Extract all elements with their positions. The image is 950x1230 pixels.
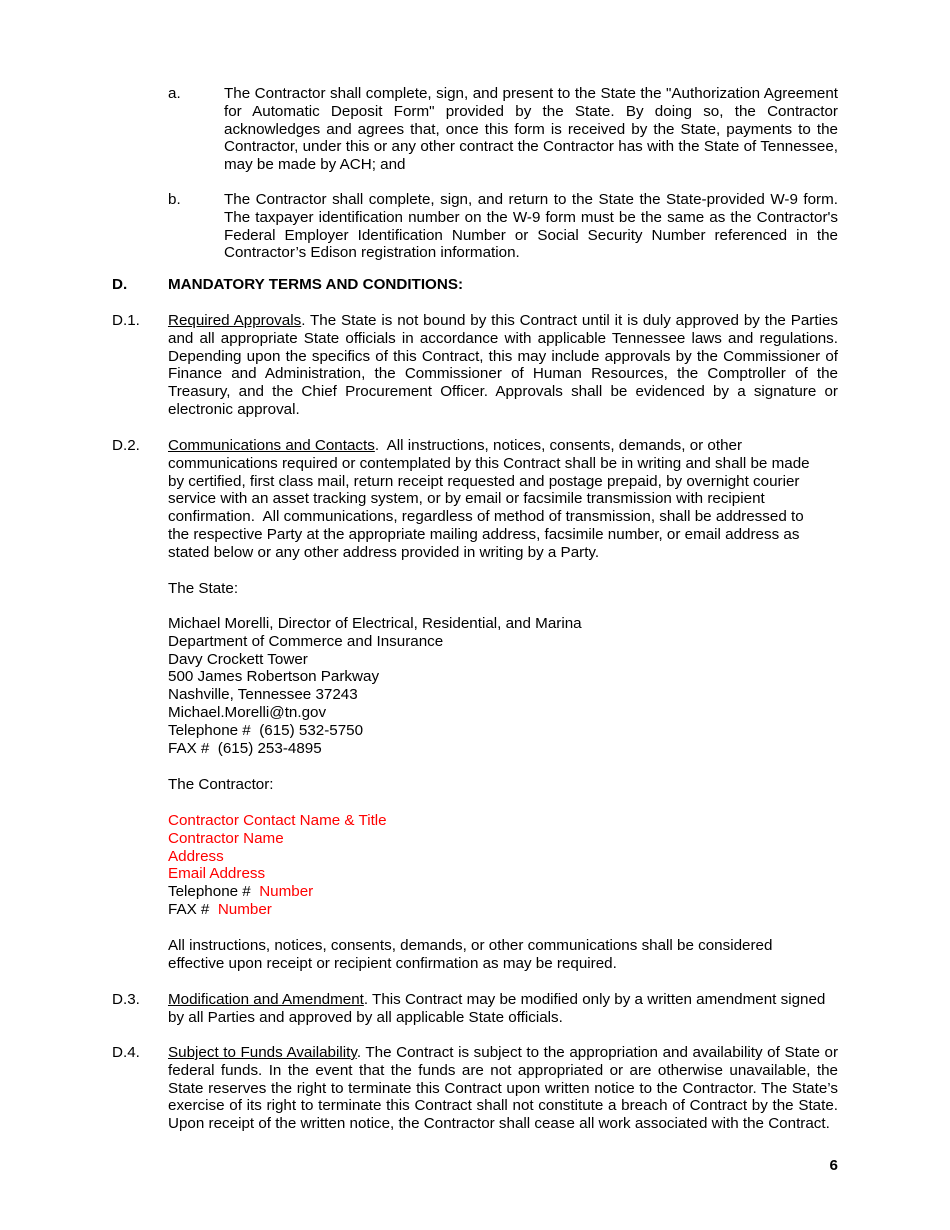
d2-closing-line: effective upon receipt or recipient confirmation as may be required. bbox=[168, 954, 617, 972]
contractor-fax-placeholder: Number bbox=[217, 900, 272, 918]
item-b-marker: b. bbox=[168, 191, 181, 208]
contractor-contact-block bbox=[168, 812, 768, 919]
d2-line: stated below or any other address provided in writing by a Party. bbox=[168, 543, 600, 561]
d2-paragraph bbox=[168, 437, 848, 562]
state-contact-telephone: Telephone # (615) 532-5750 bbox=[168, 721, 364, 739]
contractor-fax-row bbox=[168, 901, 768, 919]
state-contact-department: Department of Commerce and Insurance bbox=[168, 632, 444, 650]
contractor-name-placeholder: Contractor Name bbox=[168, 829, 284, 847]
d2-heading: Communications and Contacts bbox=[168, 437, 375, 454]
d4-marker: D.4. bbox=[112, 1044, 140, 1061]
state-contact-street: 500 James Robertson Parkway bbox=[168, 668, 380, 686]
section-d-marker: D. bbox=[112, 276, 128, 293]
section-d-title: MANDATORY TERMS AND CONDITIONS: bbox=[168, 276, 464, 293]
d2-marker: D.2. bbox=[112, 437, 140, 454]
state-contact-fax: FAX # (615) 253-4895 bbox=[168, 739, 322, 757]
state-label: The State: bbox=[168, 580, 239, 597]
d3-marker: D.3. bbox=[112, 991, 140, 1008]
d2-line: service with an asset tracking system, or by email or facsimile transmission with recipient bbox=[168, 490, 765, 508]
d1-paragraph bbox=[168, 312, 838, 419]
state-contact-email: Michael.Morelli@tn.gov bbox=[168, 703, 327, 721]
d4-text: . The Contract is subject to the appropriation and availability of State or federal funds. In the event that the funds are not appropriated or are otherwise unavailable, the State reserves the right to terminate this Contract upon written notice to the Contractor. The State’s exercise of its right to terminate this Contract shall not constitute a breach of Contract by the State. Upon receipt of the written notice, the Contractor shall cease all work associated with the Contract. bbox=[168, 1044, 838, 1133]
item-a-text: The Contractor shall complete, sign, and present to the State the "Authorization Agreement for Automatic Deposit Form" provided by the State. By doing so, the Contractor acknowledges and agrees that, once this form is received by the State, payments to the Contractor, under this or any other contract the Contractor has with the State of Tennessee, may be made by ACH; and bbox=[224, 85, 838, 174]
d2-line: confirmation. All communications, regardless of method of transmission, shall be addressed to bbox=[168, 508, 804, 526]
d2-line: the respective Party at the appropriate mailing address, facsimile number, or email address as bbox=[168, 525, 800, 543]
d2-line: . All instructions, notices, consents, demands, or other bbox=[374, 437, 743, 454]
contractor-telephone-placeholder: Number bbox=[259, 883, 314, 901]
d4-paragraph bbox=[168, 1044, 838, 1133]
contractor-email-placeholder: Email Address bbox=[168, 865, 266, 883]
state-contact-city: Nashville, Tennessee 37243 bbox=[168, 686, 358, 704]
contractor-label: The Contractor: bbox=[168, 776, 274, 793]
contractor-contact-name-placeholder: Contractor Contact Name & Title bbox=[168, 812, 387, 829]
d3-paragraph bbox=[168, 991, 840, 1027]
contractor-address-placeholder: Address bbox=[168, 847, 224, 865]
item-a-marker: a. bbox=[168, 85, 181, 102]
item-b-text: The Contractor shall complete, sign, and return to the State the State-provided W-9 form. The taxpayer identification number on the W-9 form must be the same as the Contractor's Federal Employer Identification Number or Social Security Number referenced in the Contractor’s Edison registration information. bbox=[224, 191, 838, 262]
d1-heading: Required Approvals bbox=[168, 312, 302, 329]
d1-marker: D.1. bbox=[112, 312, 140, 329]
contractor-fax-label: FAX # bbox=[168, 900, 218, 918]
d1-text: . The State is not bound by this Contract until it is duly approved by the Parties and all appropriate State officials in accordance with applicable Tennessee laws and regulations. Depending upon the specifics of this Contract, this may include approvals by the Commissioner of Finance and Administration, the Commissioner of Human Resources, the Comptroller of the Treasury, and the Chief Procurement Officer. Approvals shall be evidenced by a signature or electronic approval. bbox=[168, 312, 838, 418]
d3-text: . This Contract may be modified only by a written amendment signed by all Parties and approved by all applicable State officials. bbox=[168, 991, 826, 1026]
state-contact-name: Michael Morelli, Director of Electrical, Residential, and Marina bbox=[168, 615, 582, 632]
d2-closing-line: All instructions, notices, consents, demands, or other communications shall be considered bbox=[168, 937, 773, 954]
d2-line: communications required or contemplated by this Contract shall be in writing and shall be made bbox=[168, 454, 810, 472]
state-contact-building: Davy Crockett Tower bbox=[168, 650, 308, 668]
d2-closing bbox=[168, 937, 848, 973]
d2-line: by certified, first class mail, return receipt requested and postage prepaid, by overnight courier bbox=[168, 472, 800, 490]
d3-heading: Modification and Amendment bbox=[168, 991, 364, 1008]
contractor-telephone-label: Telephone # bbox=[168, 883, 260, 901]
page-number: 6 bbox=[829, 1157, 838, 1174]
d4-heading: Subject to Funds Availability bbox=[168, 1044, 357, 1061]
contractor-telephone-row bbox=[168, 883, 768, 901]
state-contact-block bbox=[168, 615, 768, 757]
